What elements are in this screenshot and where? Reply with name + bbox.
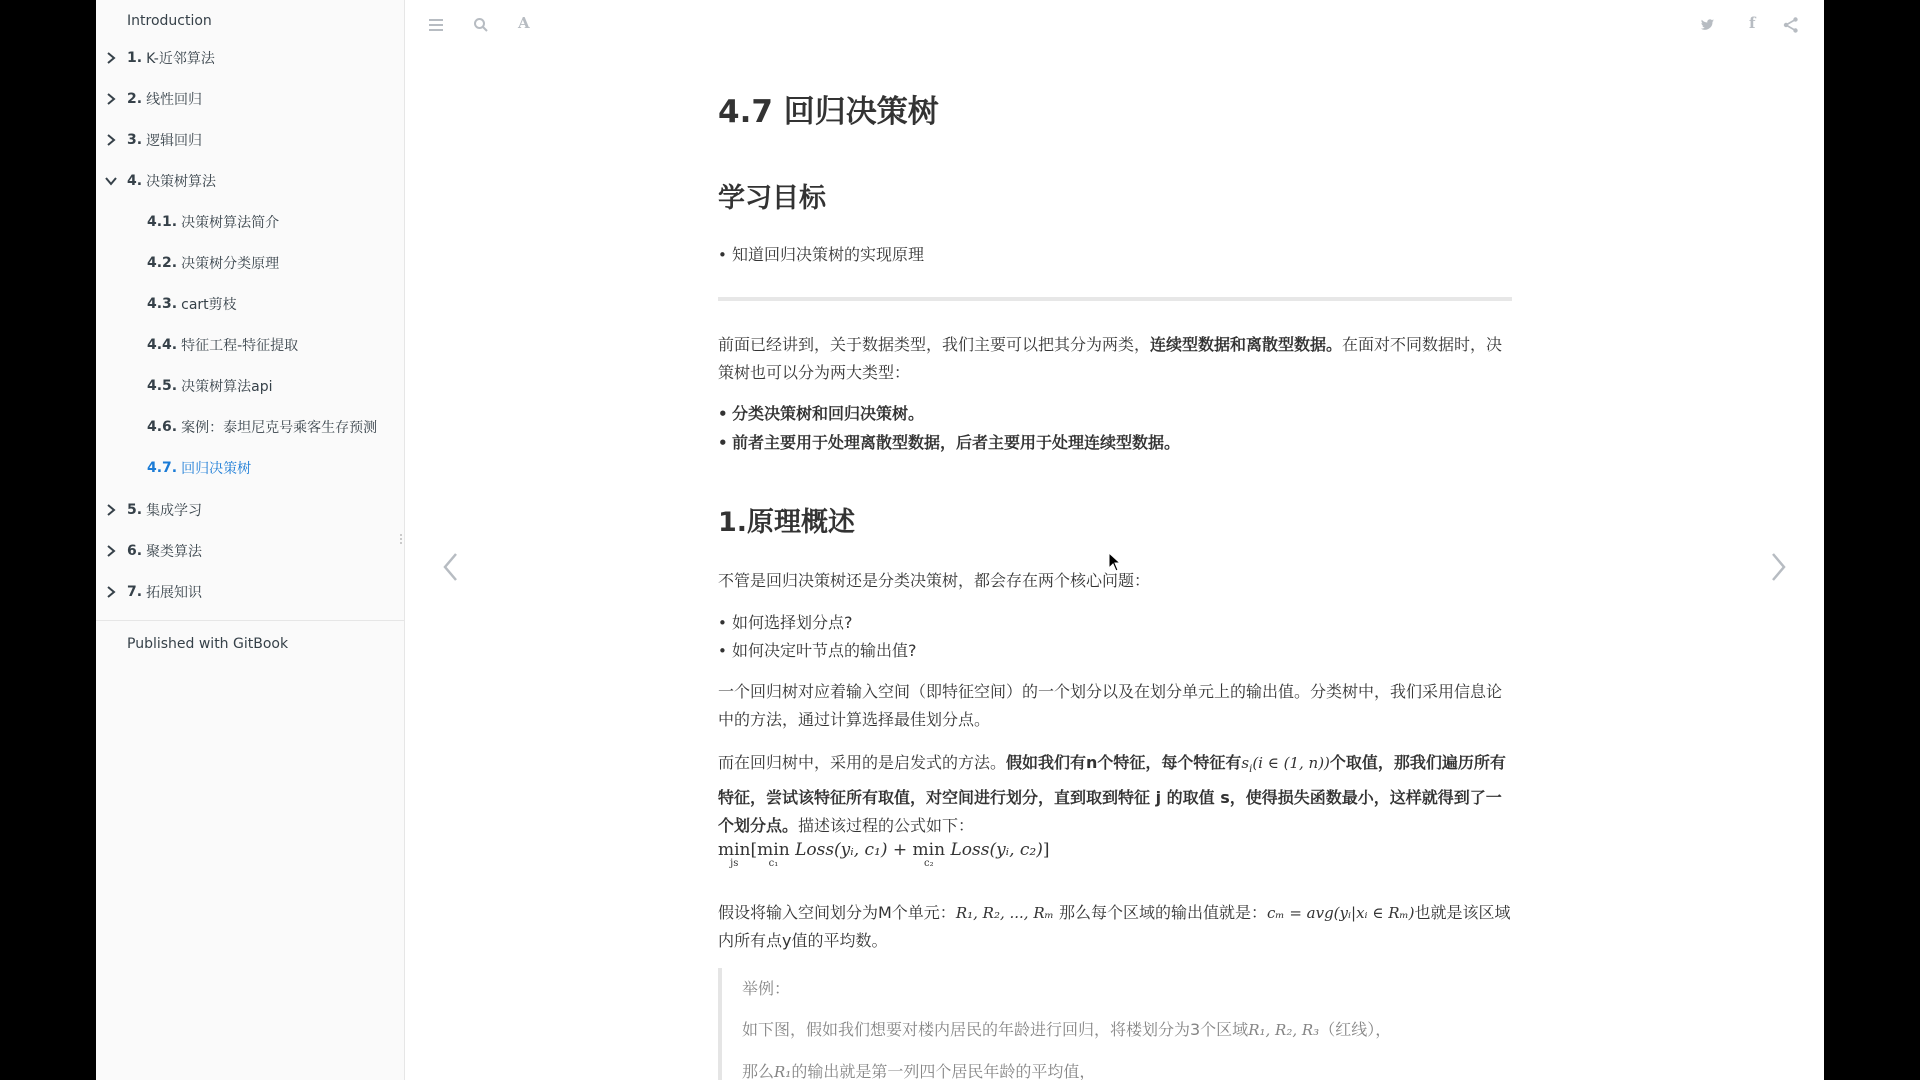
search-icon[interactable] bbox=[472, 16, 490, 34]
paragraph-data-types bbox=[718, 331, 1512, 387]
paragraph-core-questions: 不管是回归决策树还是分类决策树，都会存在两个核心问题： bbox=[718, 571, 1151, 590]
chevron-right-icon[interactable] bbox=[104, 544, 118, 558]
sidebar-item-label: 案例：泰坦尼克号乘客生存预测 bbox=[181, 419, 378, 436]
list-item: • 如何选择划分点? bbox=[732, 609, 853, 637]
text-span: 假设将输入空间划分为M个单元： bbox=[718, 903, 956, 922]
math-symbol: s bbox=[1241, 754, 1250, 772]
sidebar-item-label: K-近邻算法 bbox=[146, 50, 215, 67]
list-item: • 如何决定叶节点的输出值? bbox=[732, 637, 917, 665]
twitter-icon[interactable] bbox=[1698, 16, 1716, 34]
facebook-icon[interactable]: f bbox=[1749, 14, 1756, 32]
font-settings-icon[interactable]: A bbox=[518, 14, 530, 32]
sidebar-divider bbox=[96, 620, 405, 621]
horizontal-rule bbox=[718, 297, 1512, 301]
sidebar-item-ensemble[interactable] bbox=[96, 489, 405, 530]
text-span: 而在回归树中，采用的是启发式的方法。 bbox=[718, 753, 1007, 772]
formula-bracket: [ bbox=[750, 840, 758, 860]
bold-text: 连续型数据和离散型数据。 bbox=[1150, 335, 1343, 354]
sidebar-item-number: 4.4. bbox=[147, 336, 178, 353]
text-span: 前面已经讲到，关于数据类型，我们主要可以把其分为两类， bbox=[718, 335, 1151, 354]
formula-term: Loss(yᵢ, c₂) bbox=[950, 840, 1043, 860]
previous-page-icon[interactable] bbox=[441, 550, 461, 584]
sidebar-item-number: 2. bbox=[127, 90, 143, 107]
sidebar-item-number: 3. bbox=[127, 131, 143, 148]
formula-min bbox=[912, 840, 946, 869]
paragraph-regions bbox=[718, 899, 1512, 955]
math-subscript: i bbox=[1249, 764, 1253, 775]
sidebar-item-number: 4.5. bbox=[147, 377, 178, 394]
text-span: 的输出就是第一列四个居民年龄的平均值， bbox=[791, 1062, 1096, 1080]
formula-term: Loss(yᵢ, c₁) bbox=[795, 840, 888, 860]
math-expression: (i ∈ (1, n)) bbox=[1252, 754, 1330, 772]
quote-line bbox=[742, 1017, 1391, 1040]
sidebar-item-clustering[interactable] bbox=[96, 530, 405, 571]
page-title: 4.7 回归决策树 bbox=[718, 94, 939, 130]
text-span: 如下图，假如我们想要对楼内居民的年龄进行回归，将楼划分为3个区域 bbox=[742, 1020, 1249, 1039]
chevron-right-icon[interactable] bbox=[104, 133, 118, 147]
chevron-right-icon[interactable] bbox=[104, 92, 118, 106]
gitbook-page bbox=[96, 0, 1824, 1080]
sidebar-item-label: 线性回归 bbox=[146, 91, 203, 108]
quote-line bbox=[742, 1059, 1095, 1080]
formula-subscript: c₁ bbox=[768, 858, 779, 869]
sidebar-item-number: 4.6. bbox=[147, 418, 178, 435]
chevron-right-icon[interactable] bbox=[104, 51, 118, 65]
menu-icon[interactable] bbox=[427, 16, 445, 34]
inline-math bbox=[1241, 754, 1330, 775]
text-span: 那么每个区域的输出值就是： bbox=[1058, 903, 1267, 922]
sidebar bbox=[96, 0, 405, 1080]
bold-text: 个取值，那我们遍历所有特征，尝试该特征所有取值，对空间进行划分，直到取到特征 j 的取值 s，使得损失函数最小，这样就得到了一个划分点。 bbox=[718, 753, 1506, 835]
sidebar-item-label: 拓展知识 bbox=[146, 584, 203, 601]
sidebar-item-number: 6. bbox=[127, 542, 143, 559]
list-item: • 知道回归决策树的实现原理 bbox=[732, 241, 924, 269]
heading-principle-overview: 1.原理概述 bbox=[718, 507, 856, 538]
heading-learning-goals: 学习目标 bbox=[718, 183, 826, 214]
text-span: 那么 bbox=[742, 1062, 775, 1080]
formula-operator: + bbox=[892, 840, 908, 860]
formula-min bbox=[757, 840, 790, 869]
sidebar-item-4-4[interactable] bbox=[96, 324, 405, 365]
inline-math: R₁, R₂, ..., Rₘ bbox=[955, 904, 1054, 922]
sidebar-item-label: 集成学习 bbox=[146, 502, 203, 519]
sidebar-item-label: 决策树算法 bbox=[146, 173, 217, 190]
sidebar-item-introduction[interactable] bbox=[96, 0, 405, 41]
sidebar-item-linear-regression[interactable] bbox=[96, 78, 405, 119]
sidebar-item-label: 决策树分类原理 bbox=[181, 255, 280, 272]
next-page-icon[interactable] bbox=[1768, 550, 1788, 584]
sidebar-resize-handle[interactable] bbox=[399, 532, 403, 546]
sidebar-item-4-6[interactable] bbox=[96, 406, 405, 447]
bold-text: 假如我们有n个特征，每个特征有 bbox=[1006, 753, 1242, 772]
sidebar-item-number: 5. bbox=[127, 501, 143, 518]
formula-text: min bbox=[912, 840, 946, 860]
chevron-right-icon[interactable] bbox=[104, 585, 118, 599]
mouse-cursor-icon bbox=[1108, 552, 1122, 572]
sidebar-item-label: Introduction bbox=[127, 12, 212, 29]
formula-bracket: ] bbox=[1042, 840, 1050, 860]
sidebar-item-label: 回归决策树 bbox=[181, 460, 252, 477]
formula-subscript: js bbox=[730, 858, 739, 869]
sidebar-item-4-1[interactable] bbox=[96, 201, 405, 242]
chevron-down-icon[interactable] bbox=[104, 174, 118, 188]
sidebar-item-logistic-regression[interactable] bbox=[96, 119, 405, 160]
example-blockquote bbox=[718, 968, 1512, 1080]
sidebar-item-label: cart剪枝 bbox=[181, 296, 237, 313]
formula-text: min bbox=[757, 840, 790, 860]
sidebar-item-label: 决策树算法简介 bbox=[181, 214, 280, 231]
sidebar-item-number: 1. bbox=[127, 49, 143, 66]
sidebar-item-number: 4. bbox=[127, 172, 143, 189]
sidebar-item-number: 4.2. bbox=[147, 254, 178, 271]
sidebar-item-label: 逻辑回归 bbox=[146, 132, 203, 149]
sidebar-item-label: 聚类算法 bbox=[146, 543, 203, 560]
sidebar-item-4-5[interactable] bbox=[96, 365, 405, 406]
text-span: （红线）， bbox=[1319, 1020, 1392, 1039]
sidebar-item-label: 特征工程-特征提取 bbox=[181, 337, 299, 354]
sidebar-item-4-3[interactable] bbox=[96, 283, 405, 324]
quote-title: 举例： bbox=[742, 979, 791, 998]
inline-math: R₁ bbox=[774, 1063, 792, 1080]
sidebar-item-knn[interactable] bbox=[96, 37, 405, 78]
sidebar-item-number: 4.1. bbox=[147, 213, 178, 230]
sidebar-item-4-7-active[interactable] bbox=[96, 447, 405, 488]
inline-math: R₁, R₂, R₃ bbox=[1248, 1021, 1320, 1039]
text-span: 描述该过程的公式如下： bbox=[798, 816, 975, 835]
chevron-right-icon[interactable] bbox=[104, 503, 118, 517]
sidebar-item-label: 决策树算法api bbox=[181, 378, 273, 395]
paragraph-heuristic bbox=[718, 749, 1512, 840]
formula-text: min bbox=[718, 840, 751, 860]
list-item: • 前者主要用于处理离散型数据，后者主要用于处理连续型数据。 bbox=[732, 429, 1180, 457]
list-item: • 分类决策树和回归决策树。 bbox=[732, 400, 924, 428]
share-icon[interactable] bbox=[1782, 16, 1800, 34]
sidebar-item-decision-tree[interactable] bbox=[96, 160, 405, 201]
sidebar-item-number: 4.7. bbox=[147, 459, 178, 476]
sidebar-item-4-2[interactable] bbox=[96, 242, 405, 283]
published-with-gitbook-link[interactable]: Published with GitBook bbox=[127, 636, 289, 652]
paragraph-regression-tree: 一个回归树对应着输入空间（即特征空间）的一个划分以及在划分单元上的输出值。分类树中，我们采用信息论中的方法，通过计算选择最佳划分点。 bbox=[718, 682, 1503, 729]
sidebar-item-extension[interactable] bbox=[96, 571, 405, 612]
loss-formula bbox=[718, 840, 1050, 869]
sidebar-item-number: 7. bbox=[127, 583, 143, 600]
formula-min bbox=[718, 840, 751, 869]
inline-math: cₘ = avg(yᵢ|xᵢ ∈ Rₘ) bbox=[1266, 904, 1415, 922]
text-span: 在面对不同数据时，决策树也可以分为两大类型： bbox=[718, 335, 1503, 382]
text-span: 也就是该区域内所有点y值的平均数。 bbox=[718, 903, 1511, 950]
sidebar-item-number: 4.3. bbox=[147, 295, 178, 312]
formula-subscript: c₂ bbox=[923, 858, 934, 869]
